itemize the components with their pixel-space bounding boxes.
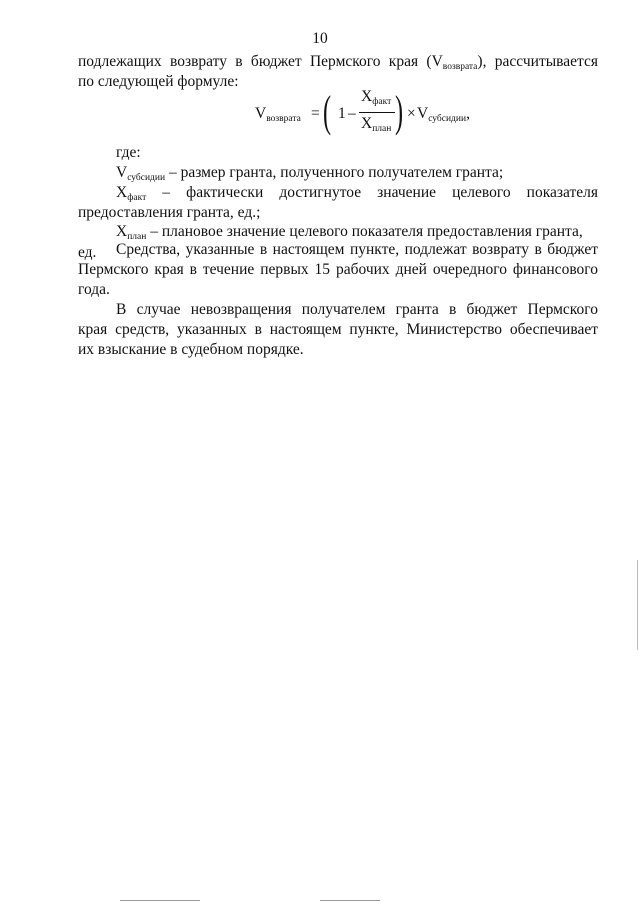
formula-times: × (407, 105, 416, 122)
definition-x-fact-line-1: $X_{факт}$ – фактически достигнутое значение целевого показателя (116, 184, 598, 203)
formula-numerator: $X_{факт}$ (361, 88, 392, 107)
return-paragraph-line-3: года. (78, 281, 110, 298)
intro-line-1: подлежащих возврату в бюджет Пермского края $(V_{возврата})$, рассчитывается (78, 53, 598, 72)
formula-equals: = (311, 105, 320, 122)
formula-right-paren: ) (395, 87, 404, 136)
definition-x-plan: $X_{план}$ – плановое значение целевого показателя предоставления гранта, ед. (78, 223, 583, 261)
definition-v-subsidy: $V_{субсидии}$ – размер гранта, полученного получателем гранта; (116, 164, 504, 183)
scan-edge-mark (637, 560, 638, 650)
formula-fraction-bar (359, 112, 395, 113)
return-paragraph-line-2: Пермского края в течение первых 15 рабочих дней очередного финансового (78, 261, 598, 278)
scan-bottom-mark (320, 900, 380, 901)
intro-line-2: по следующей формуле: (78, 73, 239, 90)
return-formula (255, 87, 470, 142)
page-number: 10 (312, 30, 328, 47)
formula-v-return: $V_{возврата}$ (255, 105, 301, 124)
formula-minus: – (348, 105, 356, 122)
recovery-paragraph-line-3: их взыскание в судебном порядке. (78, 341, 304, 358)
where-label: где: (116, 144, 141, 161)
formula-v-subsidy: $V_{субсидии}$, (417, 105, 470, 124)
formula-one: 1 (338, 105, 346, 122)
formula-left-paren: ( (323, 87, 332, 136)
definition-x-fact-line-2: предоставления гранта, ед.; (78, 204, 261, 221)
scan-bottom-mark (120, 900, 200, 901)
formula-denominator: $X_{план}$ (361, 115, 392, 134)
recovery-paragraph-line-2: края средств, указанных в настоящем пункте, Министерство обеспечивает (78, 321, 598, 338)
return-paragraph-line-1: Средства, указанные в настоящем пункте, подлежат возврату в бюджет (116, 241, 598, 258)
recovery-paragraph-line-1: В случае невозвращения получателем гранта в бюджет Пермского (116, 301, 598, 318)
